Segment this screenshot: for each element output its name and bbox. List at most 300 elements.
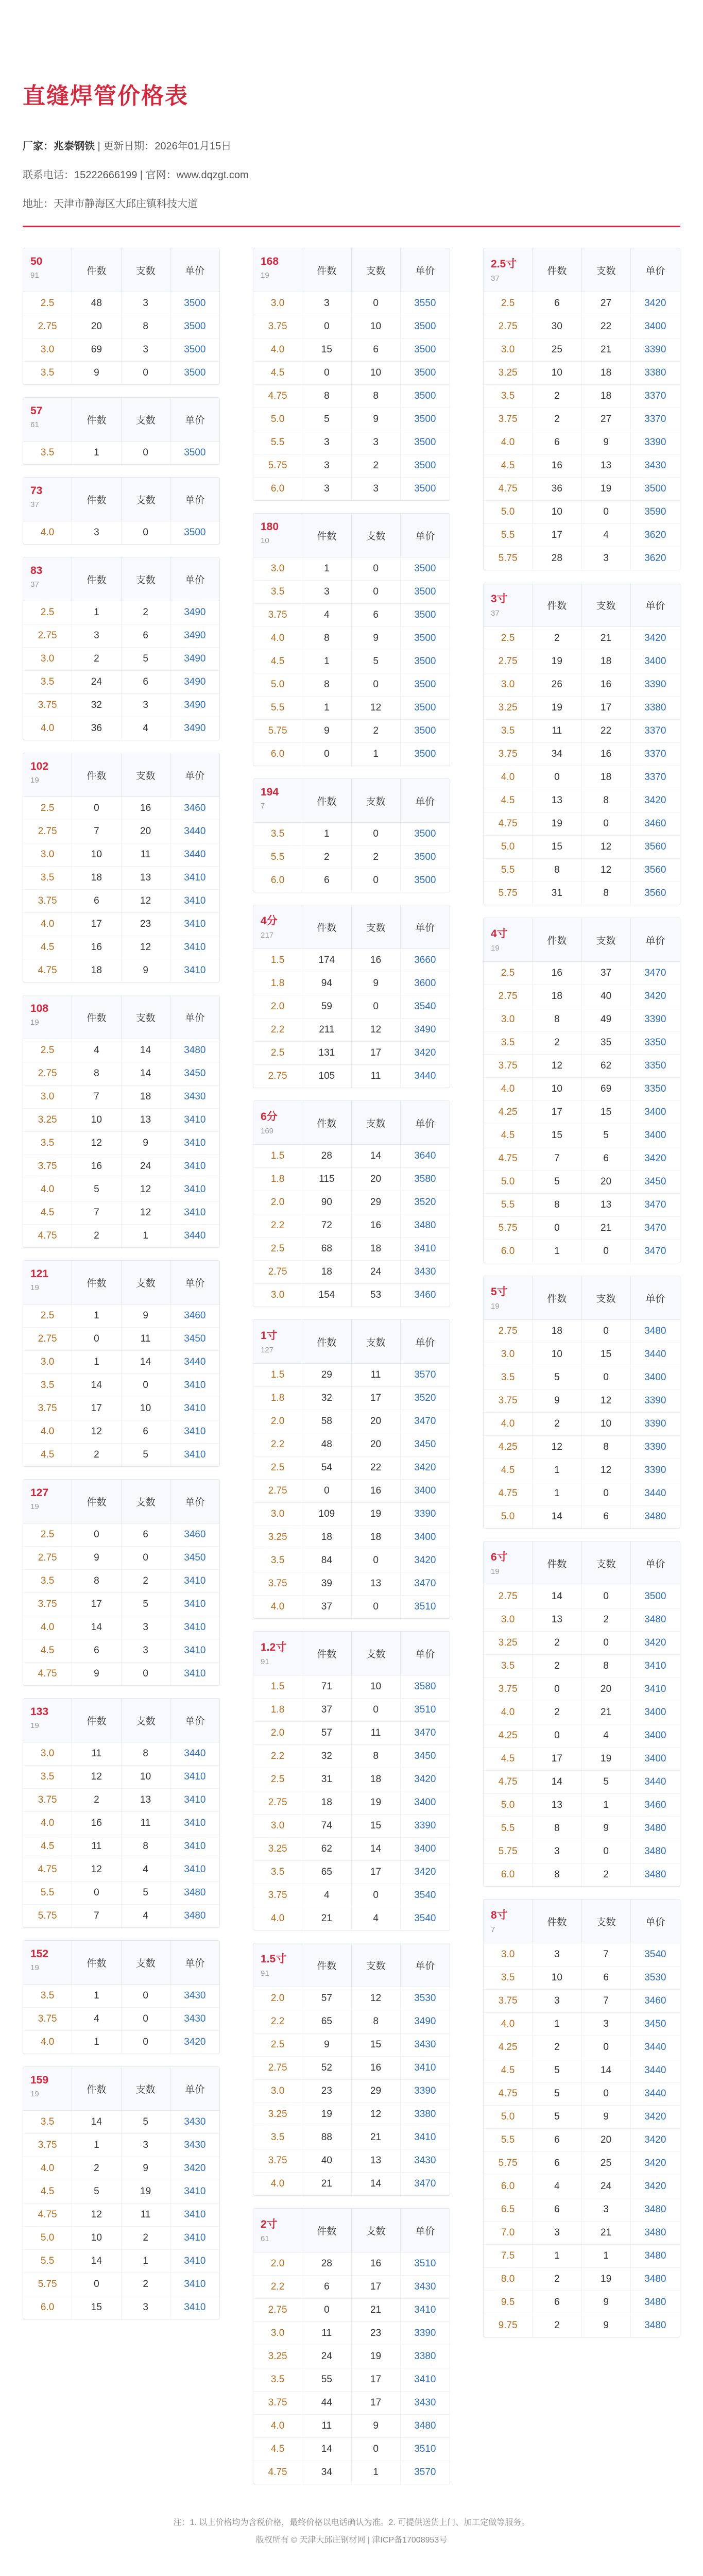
count-cell: 12 [122, 1178, 170, 1201]
spec-diameter: 1.5寸 [261, 1953, 287, 1965]
price-cell: 3660 [414, 955, 436, 965]
thickness-cell: 4.75 [484, 2082, 533, 2105]
count-cell: 0 [582, 812, 631, 835]
count-cell: 9 [122, 2157, 170, 2180]
table-row [484, 2152, 680, 2175]
price-cell: 3470 [414, 1578, 436, 1589]
price-cell: 3540 [414, 1913, 436, 1924]
spec-name [484, 1900, 533, 1943]
spec-name [23, 2067, 72, 2110]
spec-name [23, 478, 72, 521]
table-row [484, 1031, 680, 1055]
count-cell: 8 [582, 1655, 631, 1677]
count-cell: 0 [122, 1985, 170, 2007]
thickness-cell: 7.0 [484, 2222, 533, 2244]
table-row [484, 2106, 680, 2129]
pieces-cell: 6 [533, 292, 581, 315]
spec-name [484, 583, 533, 626]
pieces-cell: 4 [533, 2175, 581, 2198]
factory-name: 兆泰钢铁 [54, 141, 95, 152]
header-price: 单价 [415, 1649, 435, 1660]
pieces-cell: 14 [72, 1616, 121, 1639]
price-cell: 3390 [644, 344, 666, 355]
thickness-cell: 3.75 [253, 315, 302, 338]
count-cell: 18 [352, 1526, 401, 1549]
pieces-cell: 1 [302, 697, 351, 719]
count-cell: 18 [352, 1768, 401, 1791]
price-cell: 3420 [184, 2037, 206, 2047]
thickness-cell: 5.0 [484, 1794, 533, 1817]
pieces-cell: 54 [302, 1456, 351, 1479]
pieces-cell: 7 [533, 1147, 581, 1170]
price-cell: 3390 [644, 679, 666, 690]
price-cell: 3500 [414, 344, 436, 355]
pieces-cell: 18 [72, 867, 121, 889]
pieces-cell: 0 [533, 1678, 581, 1701]
table-row [484, 1217, 680, 1240]
price-cell: 3440 [644, 1488, 666, 1499]
count-cell: 6 [352, 604, 401, 626]
count-cell: 29 [352, 1191, 401, 1214]
thickness-cell: 6.5 [484, 2198, 533, 2221]
price-cell: 3410 [184, 1771, 206, 1782]
table-row [484, 836, 680, 859]
price-cell: 3420 [414, 1867, 436, 1877]
spec-card [253, 2208, 450, 2484]
header-count: 支数 [122, 753, 170, 796]
pieces-cell: 0 [72, 2273, 121, 2296]
thickness-cell: 4.5 [484, 2059, 533, 2082]
thickness-cell: 4.5 [23, 1835, 72, 1858]
table-row [253, 1526, 450, 1549]
table-row [484, 362, 680, 385]
count-cell: 9 [352, 408, 401, 431]
thickness-cell: 2.5 [23, 1523, 72, 1546]
price-cell: 3500 [414, 460, 436, 471]
header-pieces: 件数 [72, 2067, 121, 2110]
header-price: 单价 [415, 1337, 435, 1348]
header-count: 支数 [352, 1632, 401, 1675]
card-header [253, 1943, 450, 1987]
count-cell: 13 [582, 1194, 631, 1216]
price-cell: 3500 [414, 725, 436, 736]
price-cell: 3410 [184, 1841, 206, 1852]
count-cell: 27 [582, 408, 631, 431]
count-cell: 19 [582, 1748, 631, 1770]
table-row [23, 2180, 219, 2204]
thickness-cell: 2.2 [253, 2010, 302, 2033]
table-row [484, 1794, 680, 1817]
count-cell: 62 [582, 1055, 631, 1077]
price-cell: 3410 [184, 1403, 206, 1414]
thickness-cell: 4.0 [23, 1420, 72, 1443]
header-price: 单价 [415, 922, 435, 934]
price-cell: 3380 [414, 2109, 436, 2120]
thickness-cell: 5.0 [484, 836, 533, 858]
table-row [23, 2250, 219, 2273]
pieces-cell: 21 [302, 1907, 351, 1930]
count-cell: 1 [582, 1794, 631, 1817]
table-row [23, 1766, 219, 1789]
count-cell: 16 [122, 797, 170, 820]
count-cell: 9 [582, 2314, 631, 2337]
table-row [23, 1663, 219, 1685]
count-cell: 10 [352, 362, 401, 384]
thickness-cell: 4.5 [23, 936, 72, 959]
price-cell: 3410 [184, 1207, 206, 1218]
pieces-cell: 88 [302, 2126, 351, 2149]
count-cell: 5 [582, 1771, 631, 1793]
table-column [23, 248, 220, 2332]
table-row [484, 1366, 680, 1389]
table-row [484, 1194, 680, 1217]
count-cell: 11 [122, 2204, 170, 2226]
price-cell: 3500 [414, 679, 436, 690]
thickness-cell: 3.25 [253, 2103, 302, 2126]
pieces-cell: 5 [533, 1366, 581, 1389]
count-cell: 4 [582, 524, 631, 547]
table-row [484, 501, 680, 524]
price-cell: 3430 [184, 2013, 206, 2024]
price-cell: 3510 [414, 1601, 436, 1612]
thickness-cell: 3.75 [23, 2008, 72, 2030]
pieces-cell: 10 [533, 1967, 581, 1989]
price-cell: 3410 [184, 965, 206, 976]
thickness-cell: 1.8 [253, 1387, 302, 1410]
thickness-cell: 3.0 [253, 2080, 302, 2103]
pieces-cell: 115 [302, 1168, 351, 1191]
thickness-cell: 5.5 [253, 846, 302, 869]
count-cell: 12 [582, 1389, 631, 1412]
price-cell: 3410 [184, 1380, 206, 1391]
thickness-cell: 2.5 [253, 1456, 302, 1479]
table-row [484, 524, 680, 547]
count-cell: 0 [122, 1663, 170, 1685]
count-cell: 14 [352, 1838, 401, 1860]
pieces-cell: 10 [533, 1343, 581, 1366]
pieces-cell: 1 [72, 2031, 121, 2054]
count-cell: 3 [122, 1639, 170, 1662]
thickness-cell: 3.0 [484, 1008, 533, 1031]
count-cell: 0 [352, 673, 401, 696]
thickness-cell: 4.5 [253, 362, 302, 384]
header-pieces: 件数 [302, 1320, 351, 1363]
count-cell: 15 [582, 1343, 631, 1366]
thickness-cell: 3.5 [23, 362, 72, 384]
pieces-cell: 65 [302, 1861, 351, 1884]
table-row [23, 1789, 219, 1812]
pieces-cell: 12 [533, 1436, 581, 1459]
table-row [484, 1240, 680, 1263]
table-row [484, 547, 680, 570]
spec-card [23, 397, 220, 465]
count-cell: 24 [122, 1155, 170, 1178]
count-cell: 37 [582, 962, 631, 985]
price-cell: 3430 [184, 2116, 206, 2127]
pieces-cell: 4 [302, 604, 351, 626]
thickness-cell: 3.5 [23, 2111, 72, 2133]
thickness-cell: 2.0 [253, 1722, 302, 1744]
price-cell: 3480 [644, 1326, 666, 1336]
count-cell: 0 [122, 521, 170, 544]
table-row [484, 1863, 680, 1886]
table-row [253, 1261, 450, 1284]
price-cell: 3500 [414, 391, 436, 401]
thickness-cell: 4.5 [484, 1459, 533, 1482]
pieces-cell: 16 [72, 1812, 121, 1835]
spec-count: 127 [261, 1346, 274, 1354]
pieces-cell: 52 [302, 2057, 351, 2079]
table-row [23, 2157, 219, 2180]
card-header [484, 583, 680, 627]
table-row [484, 385, 680, 408]
pieces-cell: 8 [302, 627, 351, 650]
count-cell: 15 [352, 2033, 401, 2056]
spec-count: 61 [261, 2234, 269, 2243]
spec-count: 19 [491, 1302, 500, 1311]
count-cell: 29 [352, 2080, 401, 2103]
table-row [484, 859, 680, 882]
thickness-cell: 3.5 [484, 1031, 533, 1054]
thickness-cell: 4.0 [484, 1413, 533, 1435]
table-row [253, 823, 450, 846]
count-cell: 11 [352, 1722, 401, 1744]
table-row [23, 936, 219, 959]
count-cell: 0 [352, 292, 401, 315]
table-row [484, 478, 680, 501]
pieces-cell: 4 [72, 1039, 121, 1062]
count-cell: 0 [582, 1632, 631, 1654]
price-cell: 3380 [644, 702, 666, 713]
price-cell: 3390 [644, 1418, 666, 1429]
table-row [253, 995, 450, 1019]
spec-diameter: 102 [30, 760, 49, 772]
table-row [23, 717, 219, 740]
table-row [484, 962, 680, 985]
spec-card [483, 918, 680, 1263]
pieces-cell: 6 [533, 2291, 581, 2314]
thickness-cell: 8.0 [484, 2268, 533, 2291]
price-cell: 3540 [414, 1001, 436, 1012]
spec-diameter: 6分 [261, 1111, 278, 1123]
count-cell: 9 [582, 1817, 631, 1840]
table-row [484, 1505, 680, 1528]
count-cell: 3 [582, 2013, 631, 2036]
pieces-cell: 13 [533, 1608, 581, 1631]
price-cell: 3400 [414, 1485, 436, 1496]
spec-count: 19 [30, 1963, 39, 1972]
pieces-cell: 2 [72, 648, 121, 670]
count-cell: 18 [582, 362, 631, 384]
price-cell: 3410 [414, 2062, 436, 2073]
thickness-cell: 6.0 [484, 2175, 533, 2198]
table-row [23, 1304, 219, 1328]
price-cell: 3410 [184, 1818, 206, 1828]
header-count: 支数 [582, 1541, 631, 1585]
thickness-cell: 3.75 [253, 2149, 302, 2172]
count-cell: 0 [582, 501, 631, 523]
price-cell: 3400 [414, 1797, 436, 1808]
count-cell: 16 [352, 1214, 401, 1237]
pieces-cell: 18 [533, 985, 581, 1008]
price-cell: 3390 [414, 2328, 436, 2338]
header-price: 单价 [645, 935, 665, 946]
pieces-cell: 1 [533, 1482, 581, 1505]
pieces-cell: 2 [533, 1655, 581, 1677]
thickness-cell: 2.75 [484, 1320, 533, 1343]
pieces-cell: 2 [72, 1225, 121, 1247]
thickness-cell: 3.0 [253, 557, 302, 580]
count-cell: 14 [122, 1039, 170, 1062]
spec-diameter: 2寸 [261, 2218, 278, 2230]
price-cell: 3410 [184, 2279, 206, 2290]
count-cell: 18 [582, 385, 631, 408]
thickness-cell: 5.5 [484, 524, 533, 547]
spec-card [253, 1631, 450, 1930]
thickness-cell: 3.25 [23, 1109, 72, 1131]
table-row [253, 1884, 450, 1907]
price-cell: 3370 [644, 391, 666, 401]
pieces-cell: 58 [302, 1410, 351, 1433]
spec-card [23, 1940, 220, 2054]
pieces-cell: 9 [533, 1389, 581, 1412]
footer-note: 注：1. 以上价格均为含税价格，最终价格以电话确认为准。2. 可提供送货上门、加工定做等服务。 [173, 2518, 530, 2527]
pieces-cell: 10 [72, 2227, 121, 2249]
count-cell: 4 [122, 717, 170, 740]
spec-diameter: 121 [30, 1268, 49, 1280]
thickness-cell: 5.0 [484, 501, 533, 523]
price-cell: 3570 [414, 1369, 436, 1380]
thickness-cell: 3.25 [484, 697, 533, 719]
count-cell: 0 [352, 869, 401, 892]
table-row [23, 292, 219, 315]
price-cell: 3470 [414, 1416, 436, 1427]
count-cell: 2 [582, 1863, 631, 1886]
thickness-cell: 4.75 [23, 1663, 72, 1685]
table-row [23, 890, 219, 913]
table-row [253, 2010, 450, 2033]
count-cell: 8 [582, 789, 631, 812]
price-cell: 3480 [644, 1614, 666, 1625]
count-cell: 0 [582, 1320, 631, 1343]
price-cell: 3480 [184, 1045, 206, 1056]
table-row [253, 338, 450, 362]
count-cell: 0 [122, 1547, 170, 1569]
card-header [253, 905, 450, 949]
table-row [23, 1985, 219, 2008]
count-cell: 9 [122, 1132, 170, 1155]
thickness-cell: 2.75 [23, 315, 72, 338]
pieces-cell: 2 [72, 1444, 121, 1466]
count-cell: 11 [352, 1065, 401, 1088]
table-row [484, 2268, 680, 2291]
pieces-cell: 5 [533, 1171, 581, 1193]
table-row [23, 820, 219, 843]
count-cell: 12 [582, 859, 631, 882]
price-cell: 3410 [184, 1426, 206, 1437]
table-row [23, 1374, 219, 1397]
table-row [484, 1967, 680, 1990]
thickness-cell: 3.0 [484, 1943, 533, 1966]
thickness-cell: 5.5 [23, 2250, 72, 2273]
header-price: 单价 [415, 2226, 435, 2237]
pieces-cell: 0 [302, 2299, 351, 2321]
price-cell: 3470 [414, 2178, 436, 2189]
thickness-cell: 3.75 [23, 694, 72, 717]
card-header [23, 478, 219, 521]
pieces-cell: 17 [72, 1593, 121, 1616]
price-cell: 3420 [184, 2163, 206, 2174]
thickness-cell: 3.0 [23, 1351, 72, 1374]
count-cell: 1 [122, 1225, 170, 1247]
pieces-cell: 36 [72, 717, 121, 740]
thickness-cell: 2.75 [253, 2057, 302, 2079]
count-cell: 10 [352, 1675, 401, 1698]
table-row [253, 2461, 450, 2484]
price-cell: 3390 [414, 1820, 436, 1831]
pieces-cell: 71 [302, 1675, 351, 1698]
thickness-cell: 1.5 [253, 1145, 302, 1167]
header-pieces: 件数 [72, 1261, 121, 1304]
pieces-cell: 26 [533, 673, 581, 696]
price-cell: 3410 [184, 1645, 206, 1656]
price-cell: 3350 [644, 1060, 666, 1071]
pieces-cell: 2 [533, 1701, 581, 1724]
count-cell: 20 [582, 1171, 631, 1193]
table-row [23, 315, 219, 338]
thickness-cell: 4.75 [23, 2204, 72, 2226]
table-row [253, 581, 450, 604]
table-row [253, 720, 450, 743]
pieces-cell: 19 [533, 697, 581, 719]
pieces-cell: 14 [72, 1374, 121, 1397]
pieces-cell: 12 [72, 2204, 121, 2226]
table-row [23, 671, 219, 694]
count-cell: 8 [582, 1436, 631, 1459]
thickness-cell: 4.0 [253, 1907, 302, 1930]
spec-count: 19 [30, 776, 39, 785]
thickness-cell: 2.2 [253, 1019, 302, 1041]
count-cell: 12 [122, 890, 170, 912]
spec-name [23, 398, 72, 441]
thickness-cell: 2.75 [23, 820, 72, 843]
thickness-cell: 3.0 [23, 843, 72, 866]
count-cell: 9 [122, 959, 170, 982]
spec-card [483, 248, 680, 570]
count-cell: 2 [122, 2273, 170, 2296]
pieces-cell: 9 [72, 1547, 121, 1569]
price-table-grid [23, 248, 680, 2497]
pieces-cell: 0 [302, 1480, 351, 1502]
thickness-cell: 3.5 [23, 1132, 72, 1155]
pieces-cell: 28 [533, 547, 581, 570]
thickness-cell: 4.75 [484, 1771, 533, 1793]
thickness-cell: 2.5 [484, 962, 533, 985]
table-row [23, 843, 219, 867]
pieces-cell: 74 [302, 1815, 351, 1837]
pieces-cell: 90 [302, 1191, 351, 1214]
count-cell: 0 [582, 1840, 631, 1863]
count-cell: 16 [352, 2057, 401, 2079]
header-count: 支数 [122, 248, 170, 292]
count-cell: 8 [122, 1835, 170, 1858]
price-cell: 3490 [184, 630, 206, 641]
spec-name [253, 905, 302, 948]
table-row [253, 1433, 450, 1456]
count-cell: 0 [582, 1482, 631, 1505]
table-row [253, 2033, 450, 2057]
table-row [23, 1742, 219, 1766]
